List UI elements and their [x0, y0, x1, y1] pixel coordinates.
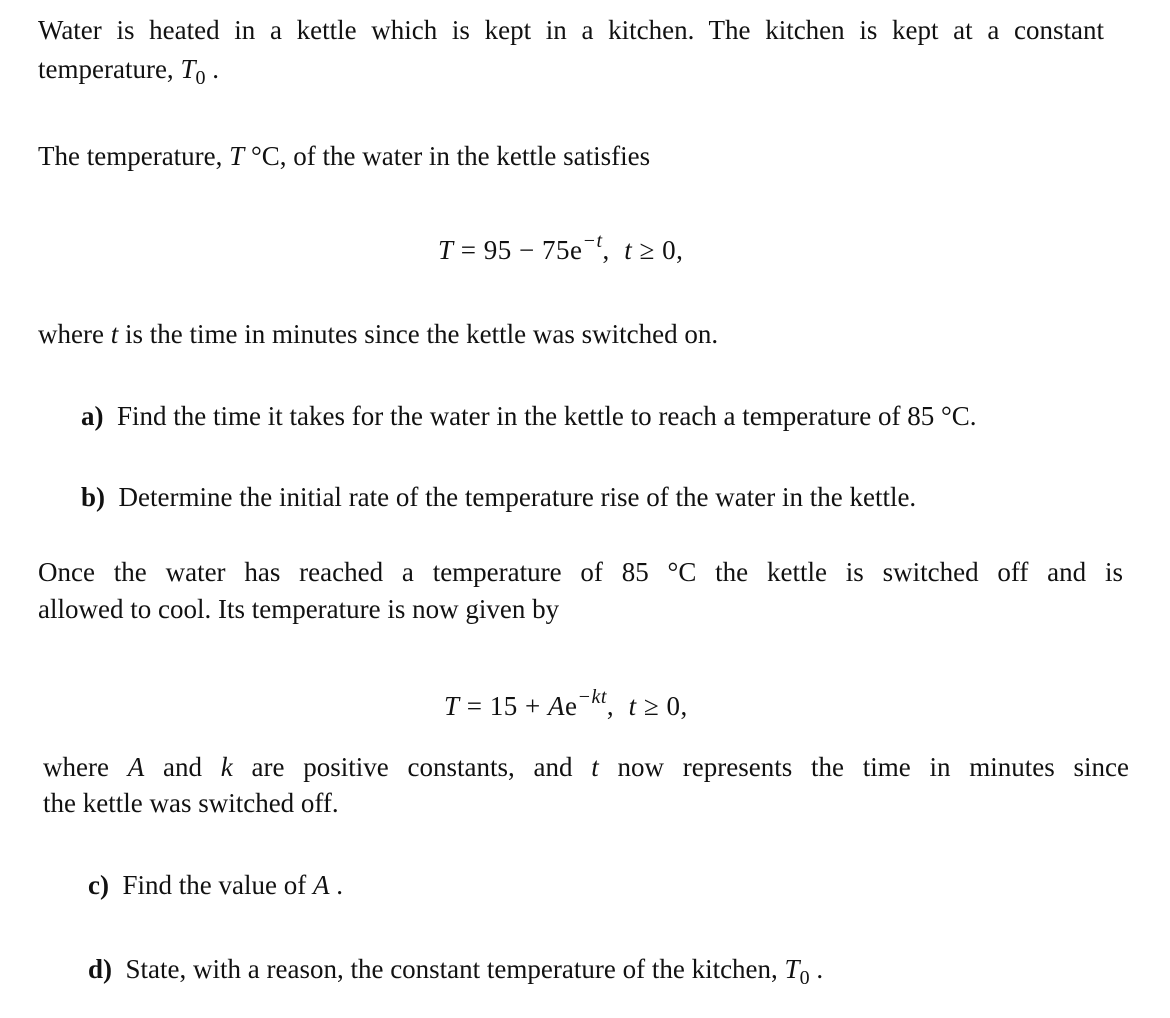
- eq1-exponent: −t: [582, 230, 603, 252]
- eq1-rhs: = 95 − 75e: [453, 235, 583, 265]
- subscript-zero: 0: [799, 967, 810, 989]
- where-prefix: where: [43, 752, 128, 782]
- variable-t: t: [591, 752, 599, 782]
- eq2-condition: ≥ 0,: [636, 691, 688, 721]
- equation-cooling: [444, 687, 688, 720]
- where-A-k-line-2: [43, 790, 339, 817]
- variable-k: k: [220, 752, 233, 782]
- eq2-exponent: −kt: [577, 686, 607, 708]
- variable-T: T: [180, 54, 196, 84]
- question-c-text: Find the value of: [122, 870, 313, 900]
- variable-t: t: [110, 319, 119, 349]
- eq2-variable-A: A: [548, 691, 565, 721]
- intro-line-1: [38, 17, 1104, 44]
- variable-A: A: [127, 752, 145, 782]
- cooling-line-1-text: Once the water has reached a temperature of 85 °C the kettle is switched off and is: [38, 557, 1123, 587]
- represents-text: now represents the time in minutes since: [598, 752, 1129, 782]
- eq2-comma: ,: [606, 691, 615, 721]
- question-c: [88, 872, 343, 899]
- eq2-rhs: = 15 +: [459, 691, 548, 721]
- question-b-label: b): [81, 482, 106, 512]
- where-t-sentence: [38, 321, 718, 348]
- variable-A: A: [312, 870, 330, 900]
- switched-off-text: the kettle was switched off.: [43, 788, 339, 818]
- subscript-zero: 0: [195, 67, 206, 89]
- variable-T: T: [229, 141, 245, 171]
- question-c-label: c): [88, 870, 109, 900]
- cooling-line-2: [38, 596, 559, 623]
- eq1-condition-var: t: [624, 235, 633, 265]
- period: .: [809, 954, 824, 984]
- cooling-line-2-text: allowed to cool. Its temperature is now given by: [38, 594, 560, 624]
- equation-heating: [438, 231, 683, 264]
- question-b: [81, 484, 916, 511]
- question-d-label: d): [88, 954, 113, 984]
- eq2-e: e: [565, 691, 578, 721]
- intro-line-1-text: Water is heated in a kettle which is kept in a kitchen. The kitchen is kept at a constant: [38, 15, 1104, 45]
- where-A-k-line-1: [43, 754, 1129, 781]
- eq1-condition: ≥ 0,: [632, 235, 684, 265]
- where-t-suffix: is the time in minutes since the kettle was switched on.: [118, 319, 719, 349]
- intro-line-2-text: temperature,: [38, 54, 181, 84]
- question-a-label: a): [81, 401, 104, 431]
- temperature-sentence-prefix: The temperature,: [38, 141, 230, 171]
- temperature-sentence: [38, 143, 650, 170]
- intro-line-2: [38, 56, 219, 88]
- question-b-text: Determine the initial rate of the temperature rise of the water in the kettle.: [118, 482, 917, 512]
- variable-T: T: [784, 954, 800, 984]
- question-d: [88, 956, 823, 988]
- period: .: [329, 870, 343, 900]
- question-a-text: Find the time it takes for the water in the kettle to reach a temperature of 85 °C.: [117, 401, 977, 431]
- where-t-prefix: where: [38, 319, 111, 349]
- question-a: [81, 403, 977, 430]
- and-text: and: [144, 752, 221, 782]
- cooling-line-1: [38, 559, 1123, 586]
- eq2-lhs: T: [444, 691, 460, 721]
- question-d-text: State, with a reason, the constant temperature of the kitchen,: [125, 954, 785, 984]
- period: .: [205, 54, 219, 84]
- temperature-sentence-suffix: °C, of the water in the kettle satisfies: [244, 141, 651, 171]
- eq2-condition-var: t: [628, 691, 637, 721]
- eq1-comma: ,: [602, 235, 610, 265]
- eq1-lhs: T: [438, 235, 454, 265]
- positive-constants-text: are positive constants, and: [232, 752, 592, 782]
